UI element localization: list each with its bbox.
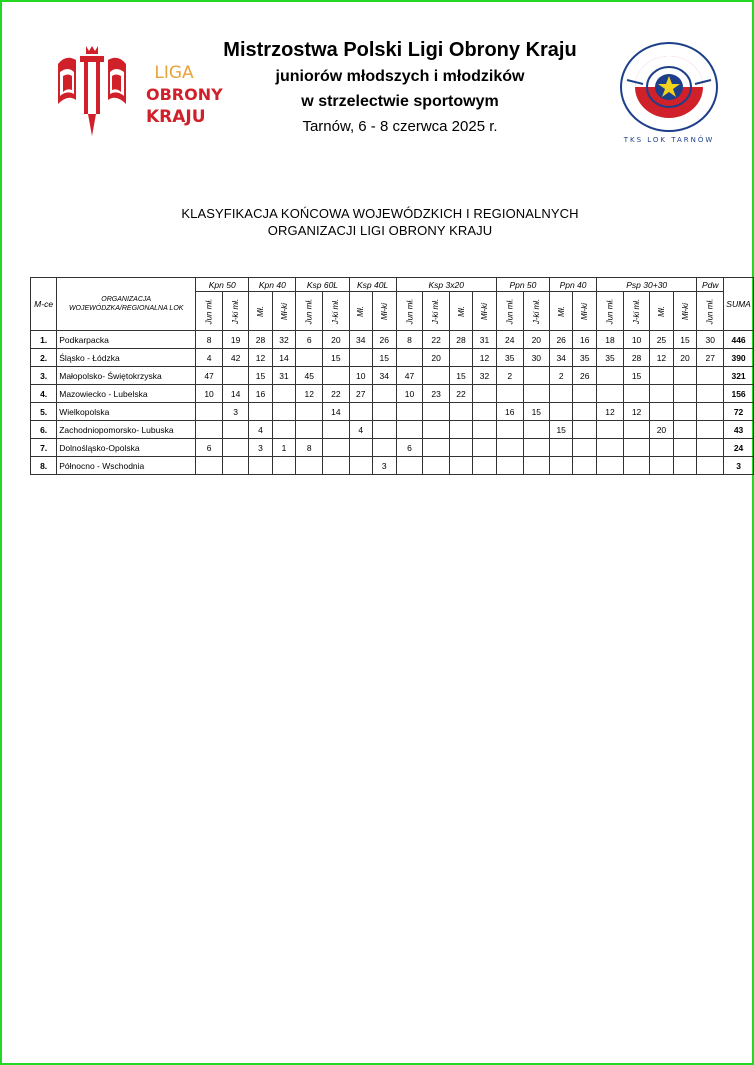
row-score bbox=[222, 367, 248, 385]
subheader: Jun mł. bbox=[697, 292, 724, 331]
group-kpn-40: Kpn 40 bbox=[249, 278, 296, 292]
row-score: 47 bbox=[396, 367, 423, 385]
row-score bbox=[697, 421, 724, 439]
row-score bbox=[673, 439, 697, 457]
row-score bbox=[249, 403, 272, 421]
row-sum: 3 bbox=[724, 457, 754, 475]
row-score bbox=[449, 439, 472, 457]
row-score bbox=[623, 421, 649, 439]
table-row bbox=[31, 421, 754, 439]
subheader: Mł-ki bbox=[372, 292, 396, 331]
row-organization-name: Północno - Wschodnia bbox=[57, 457, 196, 475]
subheader: Mł. bbox=[249, 292, 272, 331]
row-score: 15 bbox=[549, 421, 572, 439]
row-score bbox=[597, 421, 624, 439]
row-score: 26 bbox=[549, 331, 572, 349]
row-score: 1 bbox=[272, 439, 296, 457]
group-ksp-3x20: Ksp 3x20 bbox=[396, 278, 496, 292]
row-score: 15 bbox=[623, 367, 649, 385]
row-score: 42 bbox=[222, 349, 248, 367]
tks-lok-tarnow-logo bbox=[617, 40, 721, 144]
row-organization-name: Śląsko - Łódzka bbox=[57, 349, 196, 367]
row-score bbox=[196, 457, 223, 475]
row-score: 12 bbox=[650, 349, 673, 367]
subheader: J-ki mł. bbox=[222, 292, 248, 331]
row-score bbox=[673, 421, 697, 439]
row-score: 15 bbox=[249, 367, 272, 385]
row-sum: 43 bbox=[724, 421, 754, 439]
row-score bbox=[573, 385, 597, 403]
subheader: J-ki mł. bbox=[523, 292, 549, 331]
row-score bbox=[249, 457, 272, 475]
row-score bbox=[623, 439, 649, 457]
row-score bbox=[473, 385, 497, 403]
header-place: M-ce bbox=[31, 278, 57, 331]
row-score: 20 bbox=[650, 421, 673, 439]
row-score bbox=[349, 403, 372, 421]
row-score bbox=[272, 385, 296, 403]
row-score bbox=[623, 385, 649, 403]
row-score: 12 bbox=[296, 385, 323, 403]
row-score bbox=[523, 457, 549, 475]
liga-obrony-kraju-logo bbox=[54, 42, 223, 142]
classification-title-line1: KLASYFIKACJA KOŃCOWA WOJEWÓDZKICH I REGIONALNYCH bbox=[181, 206, 579, 221]
row-score bbox=[473, 403, 497, 421]
row-score bbox=[372, 421, 396, 439]
page-subtitle-juniors: juniorów młodszych i młodzików bbox=[275, 68, 525, 85]
subheader: Jun mł. bbox=[196, 292, 223, 331]
row-organization-name: Podkarpacka bbox=[57, 331, 196, 349]
row-score bbox=[196, 421, 223, 439]
row-score bbox=[396, 403, 423, 421]
row-score bbox=[697, 457, 724, 475]
row-place: 1. bbox=[31, 331, 57, 349]
row-organization-name: Dolnośląsko-Opolska bbox=[57, 439, 196, 457]
subheader: J-ki mł. bbox=[323, 292, 349, 331]
row-score bbox=[573, 439, 597, 457]
subheader: Mł. bbox=[549, 292, 572, 331]
classification-title-line2: ORGANIZACJI LIGI OBRONY KRAJU bbox=[267, 223, 493, 238]
row-score: 15 bbox=[323, 349, 349, 367]
row-place: 6. bbox=[31, 421, 57, 439]
group-ppn-50: Ppn 50 bbox=[496, 278, 549, 292]
row-sum: 446 bbox=[724, 331, 754, 349]
row-score: 16 bbox=[573, 331, 597, 349]
row-score: 12 bbox=[249, 349, 272, 367]
row-score bbox=[323, 367, 349, 385]
group-kpn-50: Kpn 50 bbox=[196, 278, 249, 292]
subheader: Jun mł. bbox=[396, 292, 423, 331]
row-place: 5. bbox=[31, 403, 57, 421]
row-score: 35 bbox=[573, 349, 597, 367]
row-score bbox=[449, 421, 472, 439]
row-score: 18 bbox=[597, 331, 624, 349]
row-score bbox=[349, 439, 372, 457]
row-score bbox=[697, 439, 724, 457]
row-score bbox=[549, 457, 572, 475]
row-score bbox=[697, 385, 724, 403]
row-score: 14 bbox=[323, 403, 349, 421]
row-place: 8. bbox=[31, 457, 57, 475]
row-score: 4 bbox=[196, 349, 223, 367]
row-score bbox=[349, 457, 372, 475]
header-sum: SUMA bbox=[724, 278, 754, 331]
logo-text-liga: LIGA bbox=[154, 63, 194, 83]
row-score: 3 bbox=[249, 439, 272, 457]
row-score: 15 bbox=[449, 367, 472, 385]
row-score: 6 bbox=[396, 439, 423, 457]
row-score bbox=[449, 457, 472, 475]
row-score bbox=[597, 439, 624, 457]
row-score: 27 bbox=[349, 385, 372, 403]
row-score: 25 bbox=[650, 331, 673, 349]
row-score: 20 bbox=[673, 349, 697, 367]
row-score: 10 bbox=[349, 367, 372, 385]
row-score bbox=[449, 349, 472, 367]
row-score: 4 bbox=[349, 421, 372, 439]
row-score: 15 bbox=[523, 403, 549, 421]
row-score bbox=[272, 421, 296, 439]
table-row bbox=[31, 439, 754, 457]
row-score bbox=[597, 385, 624, 403]
row-score bbox=[296, 403, 323, 421]
place-date: Tarnów, 6 - 8 czerwca 2025 r. bbox=[302, 118, 498, 135]
row-score: 6 bbox=[296, 331, 323, 349]
subheader: Jun mł. bbox=[496, 292, 523, 331]
subheader: Mł. bbox=[449, 292, 472, 331]
row-score bbox=[396, 349, 423, 367]
classification-table bbox=[30, 277, 754, 475]
row-score: 31 bbox=[473, 331, 497, 349]
row-place: 4. bbox=[31, 385, 57, 403]
row-score: 20 bbox=[523, 331, 549, 349]
page-title: Mistrzostwa Polski Ligi Obrony Kraju bbox=[223, 39, 577, 61]
row-score bbox=[523, 385, 549, 403]
row-score bbox=[423, 367, 449, 385]
row-score: 15 bbox=[673, 331, 697, 349]
logo-text-obrony: OBRONY bbox=[146, 85, 223, 104]
row-score bbox=[650, 367, 673, 385]
table-row bbox=[31, 385, 754, 403]
row-score bbox=[423, 457, 449, 475]
logo-text-kraju: KRAJU bbox=[146, 107, 206, 127]
row-score bbox=[372, 403, 396, 421]
row-score: 20 bbox=[423, 349, 449, 367]
table-row bbox=[31, 367, 754, 385]
row-score: 12 bbox=[623, 403, 649, 421]
row-score: 10 bbox=[623, 331, 649, 349]
group-pdw: Pdw bbox=[697, 278, 724, 292]
row-score: 30 bbox=[523, 349, 549, 367]
row-score bbox=[496, 421, 523, 439]
row-score bbox=[296, 421, 323, 439]
row-score bbox=[573, 403, 597, 421]
row-organization-name: Mazowiecko - Lubelska bbox=[57, 385, 196, 403]
row-sum: 72 bbox=[724, 403, 754, 421]
row-score: 12 bbox=[597, 403, 624, 421]
row-score bbox=[496, 439, 523, 457]
subheader: Mł. bbox=[650, 292, 673, 331]
row-score bbox=[349, 349, 372, 367]
row-score bbox=[423, 439, 449, 457]
subheader: Jun mł. bbox=[597, 292, 624, 331]
row-score: 22 bbox=[323, 385, 349, 403]
row-score bbox=[549, 403, 572, 421]
group-ppn-40: Ppn 40 bbox=[549, 278, 596, 292]
row-score bbox=[496, 457, 523, 475]
row-score bbox=[372, 385, 396, 403]
row-score bbox=[222, 439, 248, 457]
logo-text-tks-lok-tarnow: TKS LOK TARNÓW bbox=[623, 136, 715, 144]
row-score: 26 bbox=[372, 331, 396, 349]
row-score: 34 bbox=[349, 331, 372, 349]
row-score bbox=[423, 421, 449, 439]
row-score: 34 bbox=[549, 349, 572, 367]
row-score: 22 bbox=[449, 385, 472, 403]
row-score: 8 bbox=[296, 439, 323, 457]
row-score bbox=[597, 457, 624, 475]
row-score bbox=[523, 367, 549, 385]
row-score bbox=[449, 403, 472, 421]
subheader: Mł. bbox=[349, 292, 372, 331]
row-score bbox=[473, 439, 497, 457]
subheader: Mł-ki bbox=[473, 292, 497, 331]
row-score bbox=[396, 457, 423, 475]
row-score bbox=[272, 457, 296, 475]
row-score: 32 bbox=[473, 367, 497, 385]
row-score: 12 bbox=[473, 349, 497, 367]
row-score bbox=[673, 457, 697, 475]
row-score bbox=[222, 457, 248, 475]
row-score: 35 bbox=[496, 349, 523, 367]
group-psp-30-30: Psp 30+30 bbox=[597, 278, 697, 292]
header-organization bbox=[57, 278, 196, 331]
page-subtitle-discipline: w strzelectwie sportowym bbox=[301, 93, 499, 110]
row-organization-name: Wielkopolska bbox=[57, 403, 196, 421]
row-score bbox=[697, 367, 724, 385]
table-row bbox=[31, 349, 754, 367]
row-score bbox=[323, 421, 349, 439]
row-score bbox=[323, 439, 349, 457]
row-score: 45 bbox=[296, 367, 323, 385]
row-score: 10 bbox=[196, 385, 223, 403]
row-score bbox=[650, 385, 673, 403]
row-score: 28 bbox=[249, 331, 272, 349]
row-score bbox=[597, 367, 624, 385]
row-score: 30 bbox=[697, 331, 724, 349]
group-ksp-60l: Ksp 60L bbox=[296, 278, 349, 292]
row-score bbox=[323, 457, 349, 475]
row-score bbox=[296, 349, 323, 367]
row-place: 2. bbox=[31, 349, 57, 367]
header-organization-line1: ORGANIZACJA bbox=[101, 296, 152, 303]
group-ksp-40l: Ksp 40L bbox=[349, 278, 396, 292]
row-score bbox=[573, 421, 597, 439]
row-score: 28 bbox=[623, 349, 649, 367]
table-row bbox=[31, 331, 754, 349]
row-score: 8 bbox=[396, 331, 423, 349]
row-score bbox=[473, 421, 497, 439]
row-score bbox=[650, 403, 673, 421]
subheader: Jun mł. bbox=[296, 292, 323, 331]
row-score: 4 bbox=[249, 421, 272, 439]
subheader: J-ki mł. bbox=[423, 292, 449, 331]
row-score bbox=[549, 439, 572, 457]
row-score bbox=[523, 439, 549, 457]
row-score: 16 bbox=[249, 385, 272, 403]
row-score: 27 bbox=[697, 349, 724, 367]
row-score: 2 bbox=[549, 367, 572, 385]
row-score: 19 bbox=[222, 331, 248, 349]
row-score: 23 bbox=[423, 385, 449, 403]
row-score: 35 bbox=[597, 349, 624, 367]
row-score bbox=[473, 457, 497, 475]
row-score: 8 bbox=[196, 331, 223, 349]
row-score: 20 bbox=[323, 331, 349, 349]
row-place: 7. bbox=[31, 439, 57, 457]
row-score bbox=[272, 403, 296, 421]
row-score bbox=[673, 367, 697, 385]
row-score bbox=[673, 403, 697, 421]
row-score bbox=[673, 385, 697, 403]
row-score bbox=[496, 385, 523, 403]
row-score bbox=[650, 439, 673, 457]
row-score: 47 bbox=[196, 367, 223, 385]
subheader: Mł-ki bbox=[573, 292, 597, 331]
table-row bbox=[31, 403, 754, 421]
subheader: Mł-ki bbox=[272, 292, 296, 331]
row-score bbox=[372, 439, 396, 457]
row-score bbox=[222, 421, 248, 439]
row-sum: 24 bbox=[724, 439, 754, 457]
row-score bbox=[423, 403, 449, 421]
row-score bbox=[697, 403, 724, 421]
row-score: 16 bbox=[496, 403, 523, 421]
row-score bbox=[296, 457, 323, 475]
row-score: 15 bbox=[372, 349, 396, 367]
row-score: 34 bbox=[372, 367, 396, 385]
row-place: 3. bbox=[31, 367, 57, 385]
row-score bbox=[396, 421, 423, 439]
row-score: 3 bbox=[372, 457, 396, 475]
row-score: 32 bbox=[272, 331, 296, 349]
row-score: 10 bbox=[396, 385, 423, 403]
row-sum: 156 bbox=[724, 385, 754, 403]
row-score: 26 bbox=[573, 367, 597, 385]
row-score: 14 bbox=[272, 349, 296, 367]
row-score bbox=[196, 403, 223, 421]
row-score: 28 bbox=[449, 331, 472, 349]
row-score: 22 bbox=[423, 331, 449, 349]
row-score: 24 bbox=[496, 331, 523, 349]
row-score bbox=[573, 457, 597, 475]
row-score bbox=[523, 421, 549, 439]
row-score: 3 bbox=[222, 403, 248, 421]
row-score: 6 bbox=[196, 439, 223, 457]
row-organization-name: Małopolsko- Świętokrzyska bbox=[57, 367, 196, 385]
subheader: J-ki mł. bbox=[623, 292, 649, 331]
row-score: 2 bbox=[496, 367, 523, 385]
row-score: 14 bbox=[222, 385, 248, 403]
subheader: Mł-ki bbox=[673, 292, 697, 331]
header-organization-line2: WOJEWÓDZKA/REGIONALNA LOK bbox=[68, 305, 184, 312]
row-score bbox=[650, 457, 673, 475]
row-score: 31 bbox=[272, 367, 296, 385]
row-sum: 390 bbox=[724, 349, 754, 367]
row-organization-name: Zachodniopomorsko- Lubuska bbox=[57, 421, 196, 439]
row-score bbox=[623, 457, 649, 475]
row-score bbox=[549, 385, 572, 403]
table-row bbox=[31, 457, 754, 475]
row-sum: 321 bbox=[724, 367, 754, 385]
